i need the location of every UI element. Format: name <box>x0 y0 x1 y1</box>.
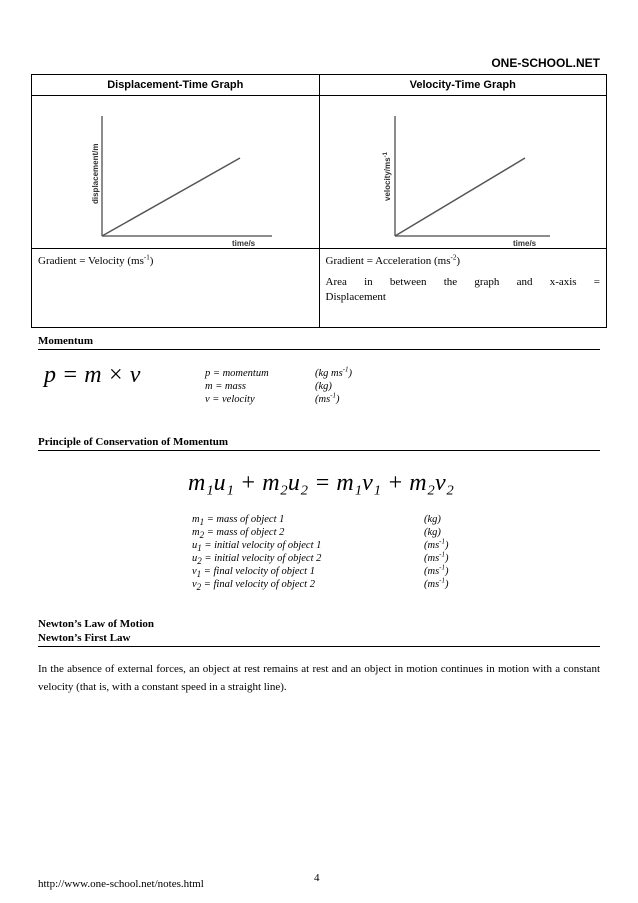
velocity-time-graph <box>320 96 607 248</box>
momentum-vars <box>205 367 352 406</box>
var-row: $u_1$ = initial velocity of object 1 $(ms^{-1})$ <box>192 537 449 554</box>
gradient-velocity-text: Gradient = Velocity $(ms^{-1})$ <box>38 253 154 267</box>
var-row: p = momentum (kg $ms^{-1}$) <box>205 365 353 379</box>
momentum-equation: p = m × v <box>44 362 141 388</box>
var-row: $v_1$ = final velocity of object 1 $(ms^{-1})$ <box>192 563 449 580</box>
displacement-time-graph-cell <box>32 96 320 249</box>
col1-text-cell <box>32 249 320 328</box>
area-text: Area in between the graph and x-axis = Displacement <box>325 276 600 303</box>
y-axis-label: displacement/m <box>91 143 100 204</box>
var-row: $m_1$ = mass of object 1 (kg) <box>192 514 441 528</box>
conservation-equation: m₁u₁ + m₂u₂ = m₁v₁ + m₂v₂ <box>188 470 454 496</box>
brand-title: ONE-SCHOOL.NET <box>491 56 600 70</box>
conservation-heading: Principle of Conservation of Momentum <box>38 436 600 451</box>
momentum-heading: Momentum <box>38 335 600 350</box>
var-row: $u_2$ = initial velocity of object 2 $(ms^{-1})$ <box>192 550 449 567</box>
var-row: m = mass (kg) <box>205 381 332 392</box>
newton-first-law-heading: Newton’s First Law <box>38 632 600 647</box>
newton-body-text: In the absence of external forces, an object at rest remains at rest and an object in motion continues in motion with a constant velocity (that is, with a constant speed in a straight line). <box>38 663 600 693</box>
velocity-time-graph-cell <box>319 96 607 249</box>
var-row: $v_2$ = final velocity of object 2 $(ms^{-1})$ <box>192 576 449 593</box>
var-row: v = velocity $(ms^{-1})$ <box>205 391 340 405</box>
x-axis-label: time/s <box>512 239 536 248</box>
col1-header: Displacement-Time Graph <box>32 75 320 96</box>
col2-header: Velocity-Time Graph <box>319 75 607 96</box>
gradient-acceleration-text: Gradient = Acceleration $(ms^{-2})$ <box>325 253 461 267</box>
graph-line <box>102 158 240 236</box>
var-row: $m_2$ = mass of object 2 (kg) <box>192 527 441 541</box>
newton-heading: Newton’s Law of Motion <box>38 618 154 630</box>
graph-line <box>395 158 525 236</box>
conservation-vars <box>192 513 492 591</box>
x-axis-label: time/s <box>232 239 256 248</box>
page-number: 4 <box>314 872 320 884</box>
col2-text-cell <box>319 249 607 328</box>
y-axis-label: velocity/$ms^{-1}$ <box>382 152 392 201</box>
graphs-table <box>31 74 607 328</box>
displacement-time-graph <box>32 96 319 248</box>
footer-url: http://www.one-school.net/notes.html <box>38 878 204 890</box>
